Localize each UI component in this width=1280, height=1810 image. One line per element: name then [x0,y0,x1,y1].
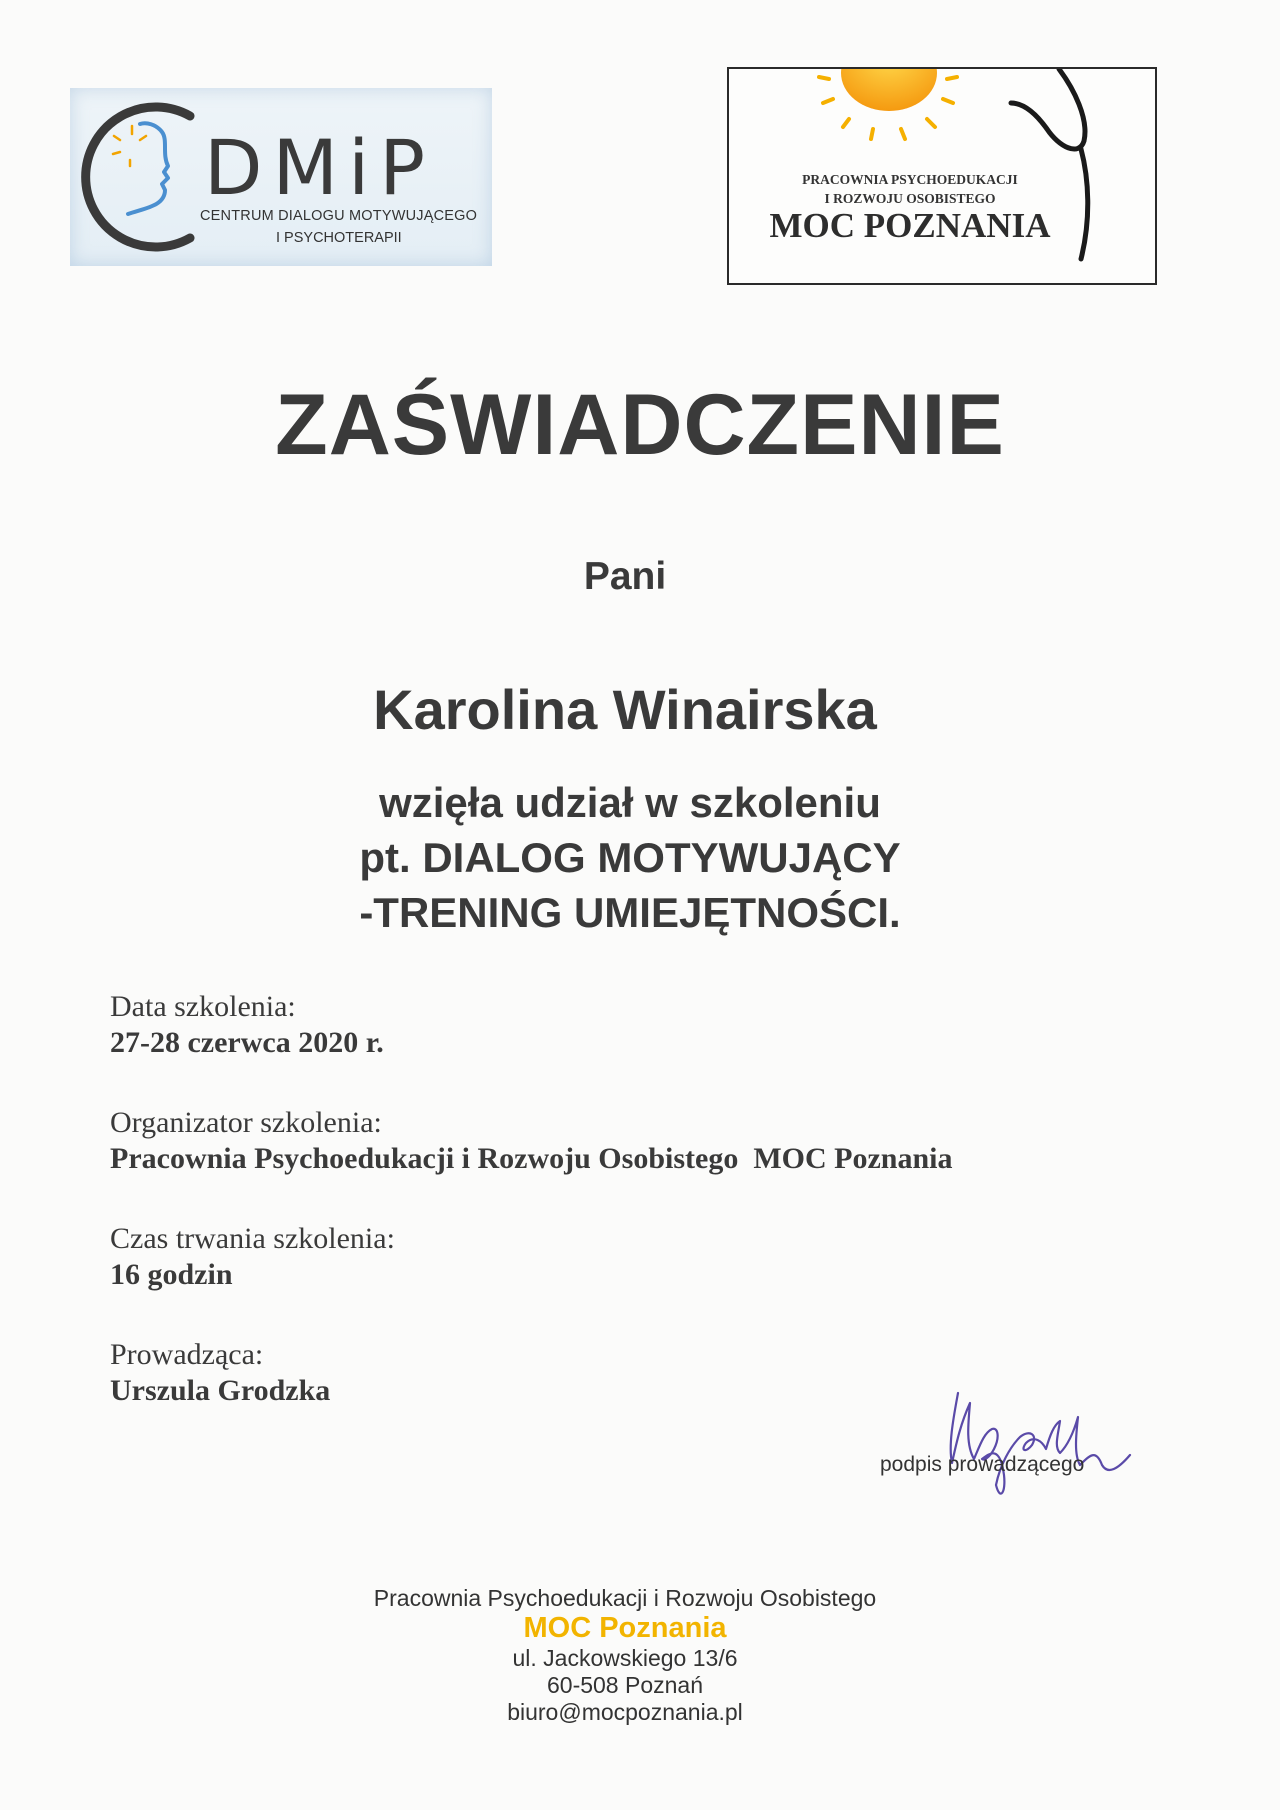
detail-label-duration: Czas trwania szkolenia: [110,1222,395,1255]
detail-value-trainer: Urszula Grodzka [110,1374,331,1407]
handwritten-signature [940,1375,1170,1505]
certificate-title: ZAŚWIADCZENIE [275,377,1005,473]
course-description [0,775,1260,940]
salutation: Pani [583,555,667,598]
moc-subtitle-line2: I ROZWOJU OSOBISTEGO [824,191,996,206]
footer-street: ul. Jackowskiego 13/6 [512,1645,738,1671]
detail-label-trainer: Prowadząca: [110,1338,264,1371]
recipient-name: Karolina Winairska [373,678,877,741]
moc-subtitle-line1: PRACOWNIA PSYCHOEDUKACJI [802,172,1018,187]
detail-label-date: Data szkolenia: [110,990,296,1023]
cdmip-subtitle-line2: I PSYCHOTERAPII [276,230,402,246]
cdmip-wordmark: DMiP [204,123,436,212]
detail-value-duration: 16 godzin [110,1258,233,1291]
signature-label: podpis prowadzącego [880,1453,1085,1476]
footer-address [0,1585,1250,1726]
course-line-1: wzięła udział w szkoleniu [379,779,881,826]
course-line-2: pt. DIALOG MOTYWUJĄCY [359,834,901,881]
footer-city: 60-508 Poznań [546,1672,703,1698]
moc-wordmark: MOC POZNANIA [769,206,1051,245]
moc-poznania-logo [727,67,1157,285]
cdmip-logo [70,88,492,266]
footer-email: biuro@mocpoznania.pl [507,1699,743,1725]
detail-label-organizer: Organizator szkolenia: [110,1106,382,1139]
detail-value-date: 27-28 czerwca 2020 r. [110,1026,384,1059]
cdmip-subtitle-line1: CENTRUM DIALOGU MOTYWUJĄCEGO [200,208,478,224]
course-line-3: -TRENING UMIEJĘTNOŚCI. [359,889,901,936]
footer-org: Pracownia Psychoedukacji i Rozwoju Osobistego [373,1585,877,1611]
detail-value-organizer: Pracownia Psychoedukacji i Rozwoju Osobistego MOC Poznania [110,1142,953,1175]
footer-brand: MOC Poznania [523,1612,727,1644]
